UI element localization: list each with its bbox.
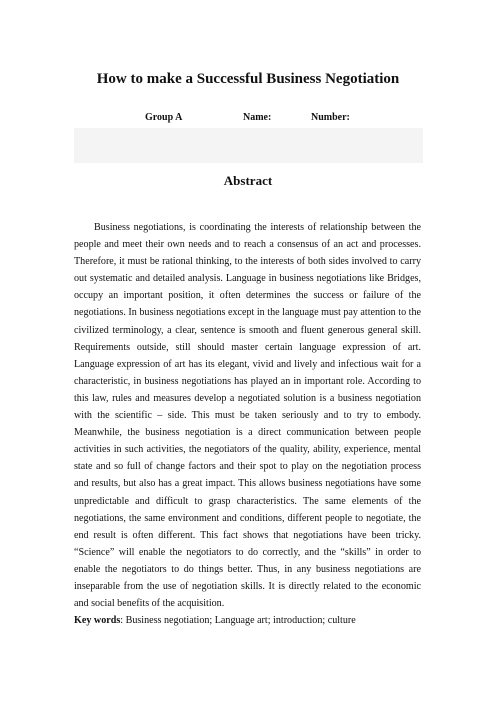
keywords-line [74,615,421,626]
name-label: Name: [243,112,272,123]
abstract-body: Business negotiations, is coordinating the interests of relationship between the people and meet their own needs and to reach a consensus of an act and processes. Therefore, it must be rational thinking, to the interests of both sides involved to carry out systematic and detailed analysis. Language in business negotiations like Bridges, occupy an important position, it often determines the success or failure of the negotiations. In business negotiations except in the language must pay attention to the civilized terminology, a clear, sentence is smooth and fluent generous general skill. Requirements outside, still should master certain language expression of art. Language expression of art has its elegant, vivid and lively and infectious wait for a characteristic, in business negotiations has played an in important role. According to this law, rules and measures develop a negotiated solution is a business negotiation with the scientific – side. This must be taken seriously and to try to embody. Meanwhile, the business negotiation is a direct communication between people activities in such activities, the negotiators of the quality, ability, experience, mental state and so full of change factors and their spot to play on the negotiation process and results, but also has a great impact. This allows business negotiations have some unpredictable and difficult to grasp characteristics. The same elements of the negotiations, the same environment and conditions, different people to negotiate, the end result is often different. This fact shows that negotiations have been tricky. “Science” will enable the negotiators to do correctly, and the “skills” in order to enable the negotiators to do things better. Thus, in any business negotiations are inseparable from the use of negotiation skills. It is directly related to the economic and social benefits of the acquisition. [74,222,421,610]
keywords-label: Key words [74,615,121,626]
info-block [74,128,423,163]
keywords-text: : Business negotiation; Language art; introduction; culture [120,615,356,626]
document-title: How to make a Successful Business Negotiation [96,71,400,87]
abstract-heading: Abstract [223,173,273,188]
group-label: Group A [145,112,183,123]
number-label: Number: [311,112,350,123]
